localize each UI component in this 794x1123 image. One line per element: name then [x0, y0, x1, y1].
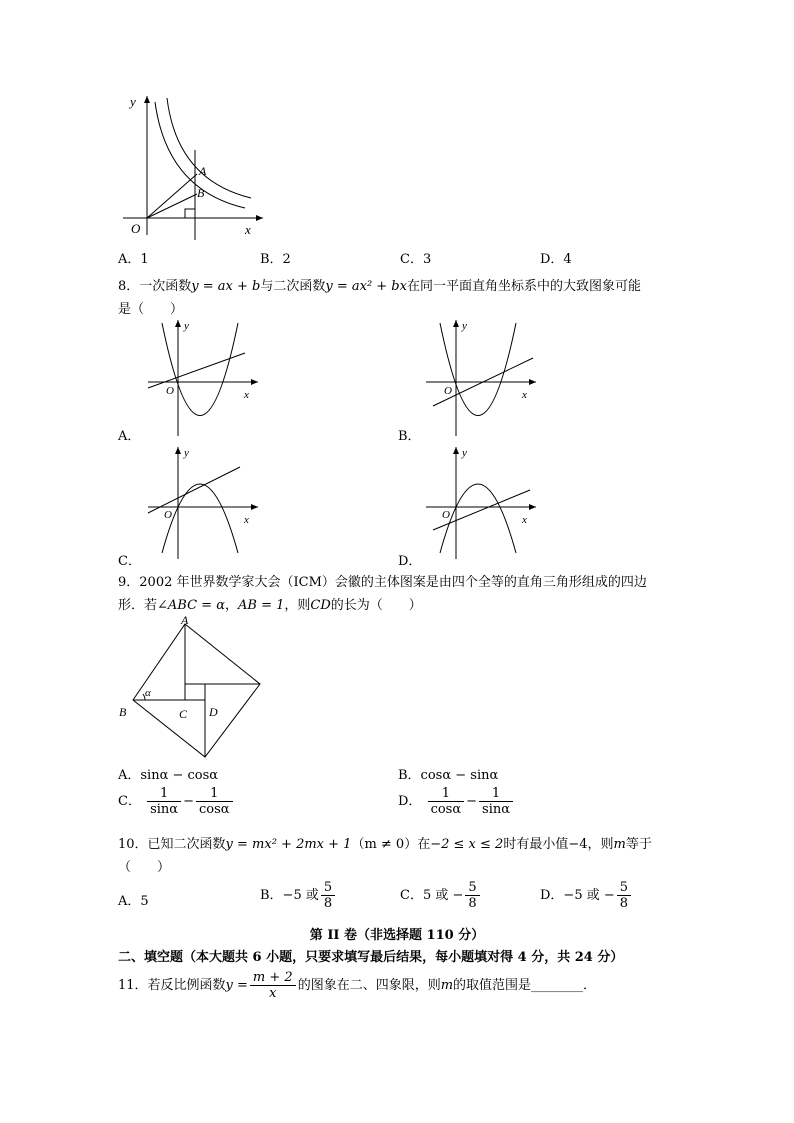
- section-title: 第 II 卷（非选择题 110 分）: [309, 928, 485, 943]
- q10-option-c: C．5 或 − $\frac{5}{8}$: [400, 880, 482, 911]
- q8-option-b: B．: [398, 429, 421, 444]
- svg-text:O: O: [444, 385, 452, 397]
- q7-x-label: x: [245, 222, 251, 237]
- svg-text:α: α: [145, 687, 151, 699]
- svg-text:x: x: [522, 514, 527, 526]
- q7-graph: [115, 90, 265, 240]
- q8-stem-line2: 是（ ）: [118, 302, 184, 317]
- q9-option-b: B．cosα − sinα: [398, 768, 499, 783]
- q8-graph-b: [418, 318, 548, 438]
- svg-text:x: x: [244, 389, 249, 401]
- q7-point-b: B: [197, 186, 205, 200]
- q10-stem-line2: （ ）: [118, 860, 171, 875]
- svg-text:B: B: [119, 705, 127, 719]
- q9-stem-line2: 形．若∠ABC = α，AB = 1，则CD的长为（ ）: [118, 598, 422, 613]
- svg-text:O: O: [442, 509, 450, 521]
- q7-option-d: D．4: [540, 252, 572, 267]
- q10-stem-line1: 10．已知二次函数y = mx² + 2mx + 1（m ≠ 0）在−2 ≤ x ≤ 2时有最小值−4，则m等于: [118, 837, 652, 852]
- q9-option-d: D． $\frac{1}{\cos\alpha}$ − $\frac{1}{\sin\alpha}$: [398, 786, 515, 817]
- svg-text:D: D: [209, 705, 218, 719]
- q7-origin-label: O: [131, 221, 141, 236]
- q10-option-d: D．−5 或 − $\frac{5}{8}$: [540, 880, 633, 911]
- q7-point-a: A: [199, 164, 207, 178]
- q7-option-b: B．2: [260, 252, 291, 267]
- svg-text:y: y: [462, 320, 467, 332]
- q9-stem-line1: 9．2002 年世界数学家大会（ICM）会徽的主体图案是由四个全等的直角三角形组成的四边: [118, 575, 647, 590]
- q10-option-a: A．5: [118, 894, 149, 909]
- q8-option-d: D．: [398, 554, 422, 569]
- svg-text:O: O: [164, 509, 172, 521]
- q10-option-b: B．−5 或 $\frac{5}{8}$: [260, 880, 337, 911]
- q8-option-c: C．: [118, 554, 141, 569]
- svg-text:y: y: [184, 447, 189, 459]
- q9-figure: [115, 612, 270, 760]
- svg-text:A: A: [181, 613, 189, 627]
- svg-text:x: x: [522, 389, 527, 401]
- svg-text:C: C: [179, 707, 188, 721]
- svg-text:y: y: [184, 320, 189, 332]
- svg-text:x: x: [244, 514, 249, 526]
- q8-graph-d: [418, 445, 548, 560]
- q8-graph-c: [140, 445, 270, 560]
- svg-text:O: O: [166, 385, 174, 397]
- q7-option-c: C．3: [400, 252, 432, 267]
- q7-y-label: y: [130, 94, 136, 109]
- q7-option-a: A．1: [118, 252, 149, 267]
- q9-option-a: A．sinα − cosα: [118, 768, 219, 783]
- q8-stem-line1: 8．一次函数y = ax + b与二次函数y = ax² + bx在同一平面直角坐标系中的大致图象可能: [118, 279, 641, 294]
- section-heading: 二、填空题（本大题共 6 小题，只要求填写最后结果，每小题填对得 4 分，共 24 分）: [118, 950, 624, 965]
- q11-stem: 11．若反比例函数y = $\frac{m + 2}{x}$ 的图象在二、四象限，则m的取值范围是________．: [118, 970, 597, 1001]
- svg-text:y: y: [462, 447, 467, 459]
- q9-option-c: C． $\frac{1}{\sin\alpha}$ − $\frac{1}{\cos\alpha}$: [118, 786, 235, 817]
- q8-option-a: A．: [118, 429, 141, 444]
- q8-graph-a: [140, 318, 270, 438]
